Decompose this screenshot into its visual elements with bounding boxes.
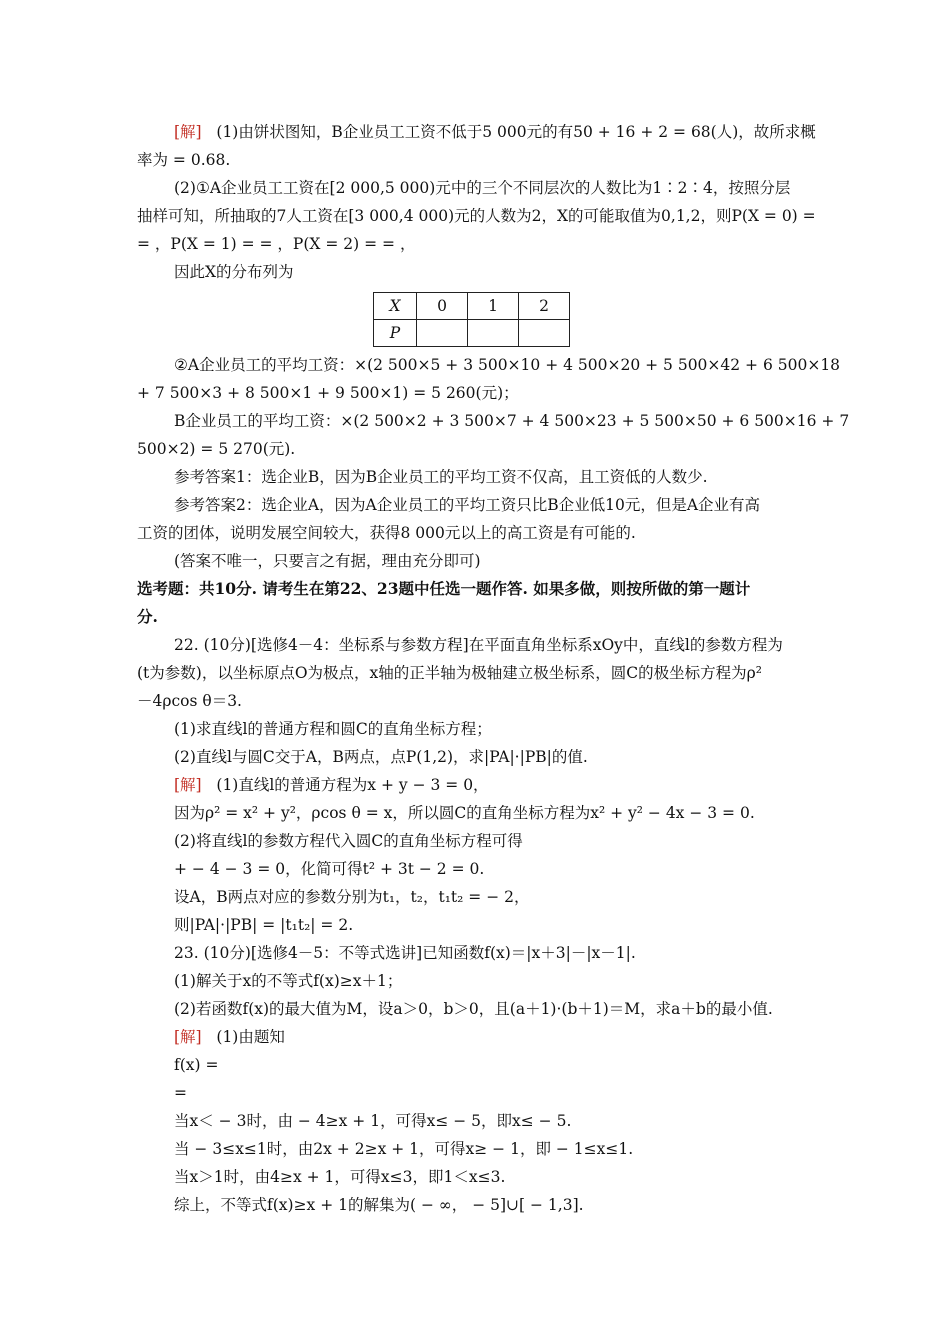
- text-line: 综上，不等式f(x)≥x + 1的解集为( − ∞， − 5]∪[ − 1,3].: [174, 1196, 584, 1214]
- text-line: (2)直线l与圆C交于A，B两点，点P(1,2)，求|PA|·|PB|的值.: [174, 748, 588, 766]
- solution-label: [解]: [174, 123, 202, 141]
- text-line: (2)若函数f(x)的最大值为M，设a＞0，b＞0，且(a＋1)·(b＋1)＝M，求a＋b的最小值.: [174, 1000, 773, 1018]
- table-cell: P: [374, 320, 417, 347]
- text-line: 率为 = 0.68.: [137, 151, 231, 169]
- text-line: =: [174, 1084, 187, 1102]
- text-line: (答案不唯一，只要言之有据，理由充分即可): [174, 552, 481, 570]
- document-page: [137, 118, 850, 1219]
- text-line: 当x＜ − 3时，由 − 4≥x + 1，可得x≤ − 5，即x≤ − 5.: [174, 1112, 572, 1130]
- text-line: + − 4 − 3 = 0，化简可得t² + 3t − 2 = 0.: [174, 860, 485, 878]
- table-row: [374, 320, 570, 347]
- solution-label: [解]: [174, 1028, 202, 1046]
- table-cell: 0: [417, 293, 468, 320]
- text-line: (1)直线l的普通方程为x + y − 3 = 0，: [216, 776, 489, 794]
- table-cell: [468, 320, 519, 347]
- text-line: (1)解关于x的不等式f(x)≥x＋1；: [174, 972, 403, 990]
- text-line: (1)求直线l的普通方程和圆C的直角坐标方程；: [174, 720, 492, 738]
- text-line: = ，P(X = 1) = = ，P(X = 2) = = ，: [137, 235, 416, 253]
- text-line: (1)由题知: [216, 1028, 285, 1046]
- solution-paragraph: [137, 118, 817, 146]
- text-line: 23. (10分)[选修4－5：不等式选讲]已知函数f(x)＝|x＋3|－|x－1|.: [174, 944, 636, 962]
- text-line: 22. (10分)[选修4－4：坐标系与参数方程]在平面直角坐标系xOy中，直线l的参数方程为: [174, 636, 783, 654]
- text-line: 因此X的分布列为: [174, 263, 294, 281]
- text-line: 则|PA|·|PB| = |t₁t₂| = 2.: [174, 916, 354, 934]
- solution-paragraph: [137, 771, 817, 799]
- table-cell: 1: [468, 293, 519, 320]
- section-heading: 分.: [137, 607, 158, 626]
- table-cell: [519, 320, 570, 347]
- text-line: f(x) =: [174, 1056, 219, 1074]
- distribution-table: [373, 292, 570, 347]
- table-row: [374, 293, 570, 320]
- solution-paragraph: [137, 1023, 817, 1051]
- text-line: (2)①A企业员工工资在[2 000,5 000)元中的三个不同层次的人数比为1∶2∶4，按照分层: [174, 179, 791, 197]
- solution-label: [解]: [174, 776, 202, 794]
- text-line: 抽样可知，所抽取的7人工资在[3 000,4 000)元的人数为2，X的可能取值为0,1,2，则P(X = 0) =: [137, 207, 816, 225]
- text-line: 设A，B两点对应的参数分别为t₁，t₂，t₁t₂ = − 2，: [174, 888, 530, 906]
- text-line: (1)由饼状图知，B企业员工工资不低于5 000元的有50 + 16 + 2 = 68(人)，故所求概: [216, 123, 816, 141]
- table-cell: X: [374, 293, 417, 320]
- text-line: + 7 500×3 + 8 500×1 + 9 500×1) = 5 260(元)；: [137, 384, 519, 402]
- text-line: 工资的团体，说明发展空间较大，获得8 000元以上的高工资是有可能的.: [137, 524, 636, 542]
- table-cell: 2: [519, 293, 570, 320]
- text-line: 当 − 3≤x≤1时，由2x + 2≥x + 1，可得x≥ − 1，即 − 1≤x≤1.: [174, 1140, 634, 1158]
- text-line: (2)将直线l的参数方程代入圆C的直角坐标方程可得: [174, 832, 523, 850]
- text-line: 参考答案1：选企业B，因为B企业员工的平均工资不仅高，且工资低的人数少.: [174, 468, 708, 486]
- text-line: ②A企业员工的平均工资：×(2 500×5 + 3 500×10 + 4 500×20 + 5 500×42 + 6 500×18: [174, 356, 841, 374]
- text-line: 当x＞1时，由4≥x + 1，可得x≤3，即1＜x≤3.: [174, 1168, 506, 1186]
- text-line: 500×2) = 5 270(元).: [137, 440, 296, 458]
- table-cell: [417, 320, 468, 347]
- text-line: 因为ρ² = x² + y²，ρcos θ = x，所以圆C的直角坐标方程为x² + y² − 4x − 3 = 0.: [174, 804, 755, 822]
- section-heading: 选考题：共10分. 请考生在第22、23题中任选一题作答. 如果多做，则按所做的第一题计: [137, 579, 751, 598]
- text-line: －4ρcos θ＝3.: [137, 692, 242, 710]
- text-line: 参考答案2：选企业A，因为A企业员工的平均工资只比B企业低10元，但是A企业有高: [174, 496, 761, 514]
- text-line: B企业员工的平均工资：×(2 500×2 + 3 500×7 + 4 500×23 + 5 500×50 + 6 500×16 + 7: [174, 412, 850, 430]
- text-line: (t为参数)，以坐标原点O为极点，x轴的正半轴为极轴建立极坐标系，圆C的极坐标方程为ρ²: [137, 664, 762, 682]
